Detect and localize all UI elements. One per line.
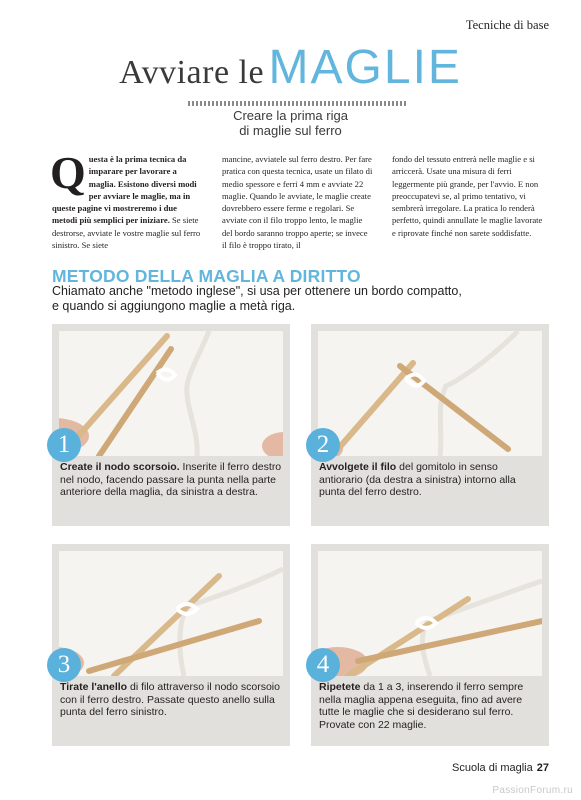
page-footer (452, 762, 549, 774)
subtitle-line-2: di maglie sul ferro (239, 123, 342, 138)
section-label: Tecniche di base (465, 18, 549, 32)
intro-lead: uesta è la prima tecnica da imparare per lavorare a maglia. Esistono diversi modi per avviare le maglie, ma in queste pagine vi mostreremo i due metodi più semplici per iniziare. (52, 154, 197, 226)
decorative-rule (188, 101, 408, 106)
step-4-caption-bold: Ripetete (319, 681, 361, 693)
step-number-3: 3 (47, 648, 81, 682)
intro-column-3: fondo del tessuto entrerà nelle maglie e si arriccerà. Usate una misura di ferri leggermente più grande, per l'avvio. E non preoccupatevi se, al primo tentativo, vi sembrerà irregolare. La pratica lo renderà perfetto, quindi annullate le maglie lavorate e riprovate finché non sarete soddisfatte. (392, 154, 543, 238)
intro-col1-rest: Se siete destrorse, avviate le vostre maglie sul ferro sinistro. Se siete (52, 215, 201, 251)
step-2-caption-text: del gomitolo in senso antiorario (da destra a sinistra) intorno alla punta del ferro destro. (319, 461, 516, 499)
intro-column-1 (50, 147, 204, 251)
knitting-needles-illustration (318, 551, 542, 676)
watermark: PassionForum.ru (492, 785, 573, 796)
method-title: METODO DELLA MAGLIA A DIRITTO (52, 266, 361, 286)
step-card-3 (52, 544, 290, 746)
step-2-caption-bold: Avvolgete il filo (319, 461, 397, 473)
step-card-4 (311, 544, 549, 746)
step-3-photo (59, 551, 283, 676)
step-card-2 (311, 324, 549, 526)
page-number: 27 (536, 762, 549, 774)
knitting-needles-illustration (59, 551, 283, 676)
intro-text (50, 147, 548, 259)
page-title (0, 40, 581, 95)
step-3-caption (60, 681, 284, 719)
step-3-caption-text: di filo attraverso il nodo scorsoio con il ferro destro. Passate questo anello sulla punta del ferro sinistro. (60, 681, 280, 719)
step-2-caption (319, 461, 543, 499)
step-3-caption-bold: Tirate l'anello (60, 681, 128, 693)
step-number-4: 4 (306, 648, 340, 682)
intro-column-2: mancine, avviatele sul ferro destro. Per fare pratica con questa tecnica, usate un filato di medio spessore e ferri 4 mm e avviate 22 maglie. Quando le avviate, le maglie create dovrebbero essere ferme e regolari. Se avviate con il filo troppo lento, le maglie del bordo saranno troppo aperte; se invece il filo è troppo tirato, il (222, 154, 373, 251)
dropcap: Q (50, 147, 86, 198)
knitting-needles-illustration (59, 331, 283, 456)
title-serif-part: Avviare le (119, 54, 265, 91)
step-card-1 (52, 324, 290, 526)
step-2-photo (318, 331, 542, 456)
step-4-caption (319, 681, 543, 731)
step-number-1: 1 (47, 428, 81, 462)
magazine-name: Scuola di maglia (452, 762, 533, 774)
method-intro-line-1: Chiamato anche "metodo inglese", si usa per ottenere un bordo compatto, (52, 284, 462, 298)
knitting-needles-illustration (318, 331, 542, 456)
step-4-caption-text: da 1 a 3, inserendo il ferro sempre nella maglia appena eseguita, fino ad avere tutte le maglie che si desiderano sul ferro. Provate con 22 maglie. (319, 681, 524, 731)
step-number-2: 2 (306, 428, 340, 462)
step-1-photo (59, 331, 283, 456)
subtitle-line-1: Creare la prima riga (233, 108, 348, 123)
title-big-part: MAGLIE (268, 41, 462, 94)
method-intro-line-2: e quando si aggiungono maglie a metà riga. (52, 299, 296, 313)
step-4-photo (318, 551, 542, 676)
method-intro (52, 284, 522, 314)
subtitle (0, 108, 581, 138)
step-1-caption-text: Inserite il ferro destro nel nodo, facendo passare la punta nella parte anteriore della maglia, da sinistra a destra. (60, 461, 282, 499)
step-1-caption-bold: Create il nodo scorsoio. (60, 461, 180, 473)
step-1-caption (60, 461, 284, 499)
